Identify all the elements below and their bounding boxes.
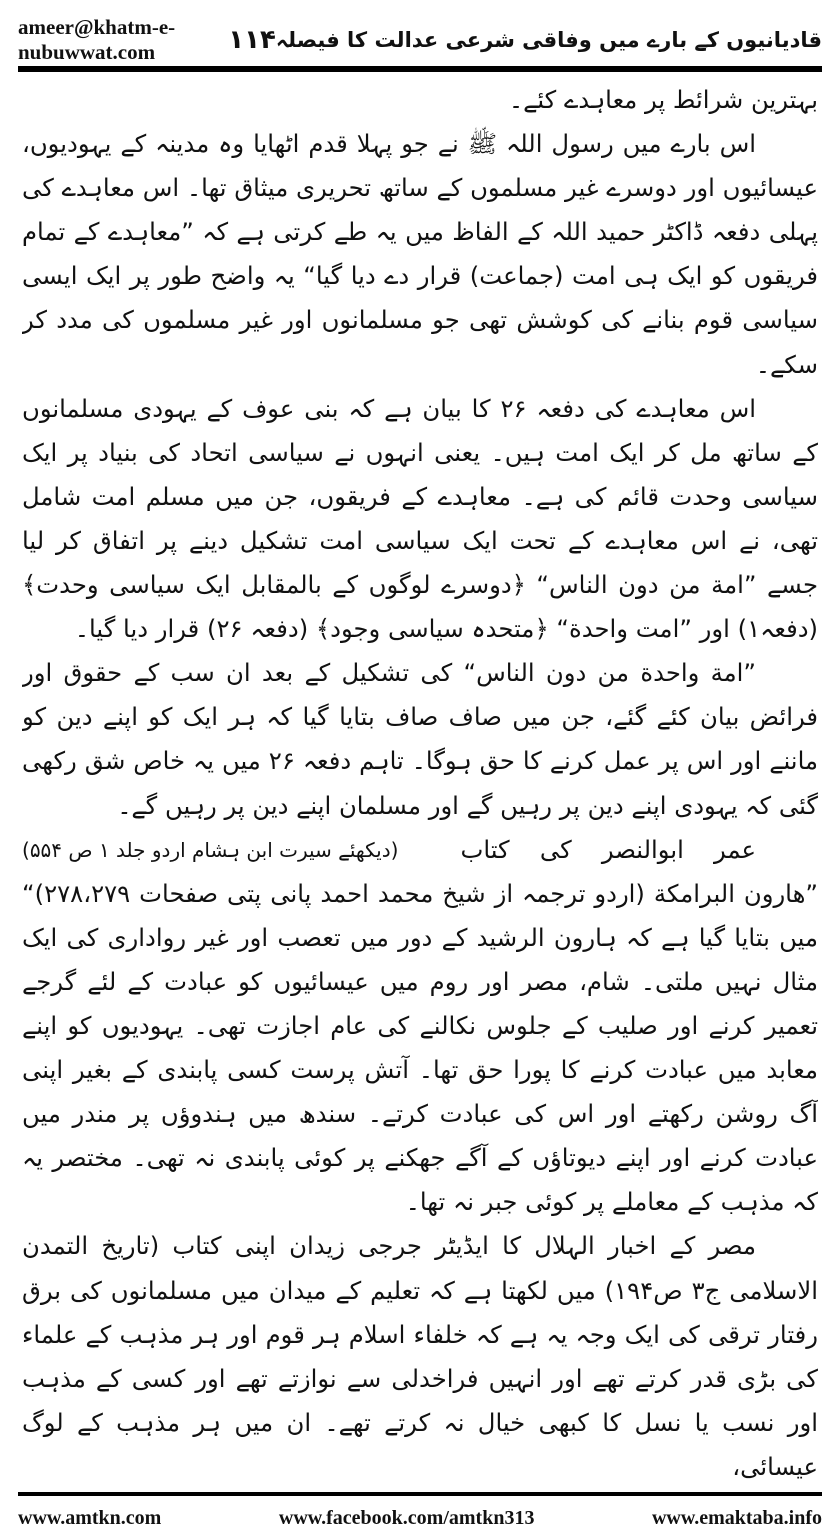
paragraph: بہترین شرائط پر معاہدے کئے۔ xyxy=(508,85,818,114)
paragraph: مصر کے اخبار الہلال کا ایڈیٹر جرجی زیدان اپنی کتاب (تاریخ التمدن الاسلامی ج۳ ص۱۹۴) میں لکھتا ہے کہ تعلیم کے میدان میں مسلمانوں کی برق رفتار ترقی کی ایک وجہ یہ ہے کہ خلفاء اسلام ہر قوم اور ہر مذہب کے علماء کی بڑی قدر کرتے تھے اور انہیں فراخدلی سے نوازتے تھے اور کسی کے مذہب اور نسب یا نسل کا کبھی خیال نہ کرتے تھے۔ ان میں ہر مذہب کے لوگ عیسائی، xyxy=(22,1231,818,1481)
paragraph: عمر ابوالنصر کی کتاب ”هارون البرامكة (اردو ترجمہ از شیخ محمد احمد پانی پتی صفحات ۲۷۸،۲۷۹)“ میں بتایا گیا ہے کہ ہارون الرشید کے دور میں تعصب اور غیر رواداری کی ایک مثال نہیں ملتی۔ شام، مصر اور روم میں عیسائیوں کو عبادت کے لئے گرجے تعمیر کرنے اور صلیب کے جلوس نکالنے کی عام اجازت تھی۔ یہودیوں کو اپنے معابد میں عبادت کرنے کا پورا حق تھا۔ آتش پرست کسی پابندی کے بغیر اپنی آگ روشن رکھتے اور اس کی عبادت کرتے۔ سندھ میں ہندوؤں پر مندر میں عبادت کرنے اور اپنے دیوتاؤں کے آگے جھکنے پر کوئی پابندی نہ تھی۔ مختصر یہ کہ مذہب کے معاملے پر کوئی جبر نہ تھا۔ xyxy=(22,834,818,1217)
footer-rule xyxy=(18,1492,822,1496)
header-email[interactable]: ameer@khatm-e-nubuwwat.com xyxy=(18,15,176,64)
paragraph: اس بارے میں رسول اللہ ﷺ نے جو پہلا قدم اٹھایا وہ مدینہ کے یہودیوں، عیسائیوں اور دوسرے غیر مسلموں کے ساتھ تحریری میثاق تھا۔ اس معاہدے کی پہلی دفعہ ڈاکٹر حمید اللہ کے الفاظ میں یہ طے کرتی ہے کہ ”معاہدے کے تمام فریقوں کو ایک ہی امت (جماعت) قرار دے دیا گیا“ یہ واضح طور پر ایک ایسی سیاسی قوم بنانے کی کوشش تھی جو مسلمانوں اور غیر مسلموں کی مدد کر سکے۔ xyxy=(22,129,818,379)
footer-link-amtkn[interactable]: www.amtkn.com xyxy=(18,1506,162,1529)
page-number: ۱۱۴ xyxy=(228,25,276,55)
reference-citation: (دیکھئے سیرت ابن ہشام اردو جلد ۱ ص ۵۵۴) xyxy=(22,837,399,862)
paragraph-text: ”امة واحدة من دون الناس“ کی تشکیل کے بعد ان سب کے حقوق اور فرائض بیان کئے گئے، جن میں صاف صاف بتایا گیا کہ ہر ایک کو اپنے دین کو ماننے اور اس پر عمل کرنے کا حق ہوگا۔ تاہم دفعہ ۲۶ میں یہ خاص شق رکھی گئی کہ یہودی اپنے دین پر رہیں گے اور مسلمان اپنے دین پر رہیں گے۔ xyxy=(22,658,818,820)
page-footer xyxy=(18,1502,822,1534)
header-rule xyxy=(18,66,822,72)
page-body xyxy=(22,78,818,1488)
paragraph: اس معاہدے کی دفعہ ۲۶ کا بیان ہے کہ بنی عوف کے یہودی مسلمانوں کے ساتھ مل کر ایک امت ہیں۔ یعنی انہوں نے سیاسی اتحاد کی بنیاد پر ایک سیاسی وحدت قائم کی ہے۔ معاہدے کے فریقوں، جن میں مسلم امت شامل تھی، نے اس معاہدے کے تحت ایک سیاسی امت تشکیل دینے پر اتفاق کر لیا جسے ”امة من دون الناس“ ﴿دوسرے لوگوں کے بالمقابل ایک سیاسی وحدت﴾ (دفعہ۱) اور ”امت واحدة“ ﴿متحدہ سیاسی وجود﴾ (دفعہ ۲۶) قرار دیا گیا۔ xyxy=(22,393,818,644)
page-header xyxy=(18,15,822,64)
paragraph xyxy=(22,651,818,862)
book-title: قادیانیوں کے بارے میں وفاقی شرعی عدالت کا فیصلہ xyxy=(275,28,822,52)
footer-link-facebook[interactable]: www.facebook.com/amtkn313 xyxy=(278,1506,535,1529)
footer-link-emaktaba[interactable]: www.emaktaba.info xyxy=(651,1506,822,1529)
